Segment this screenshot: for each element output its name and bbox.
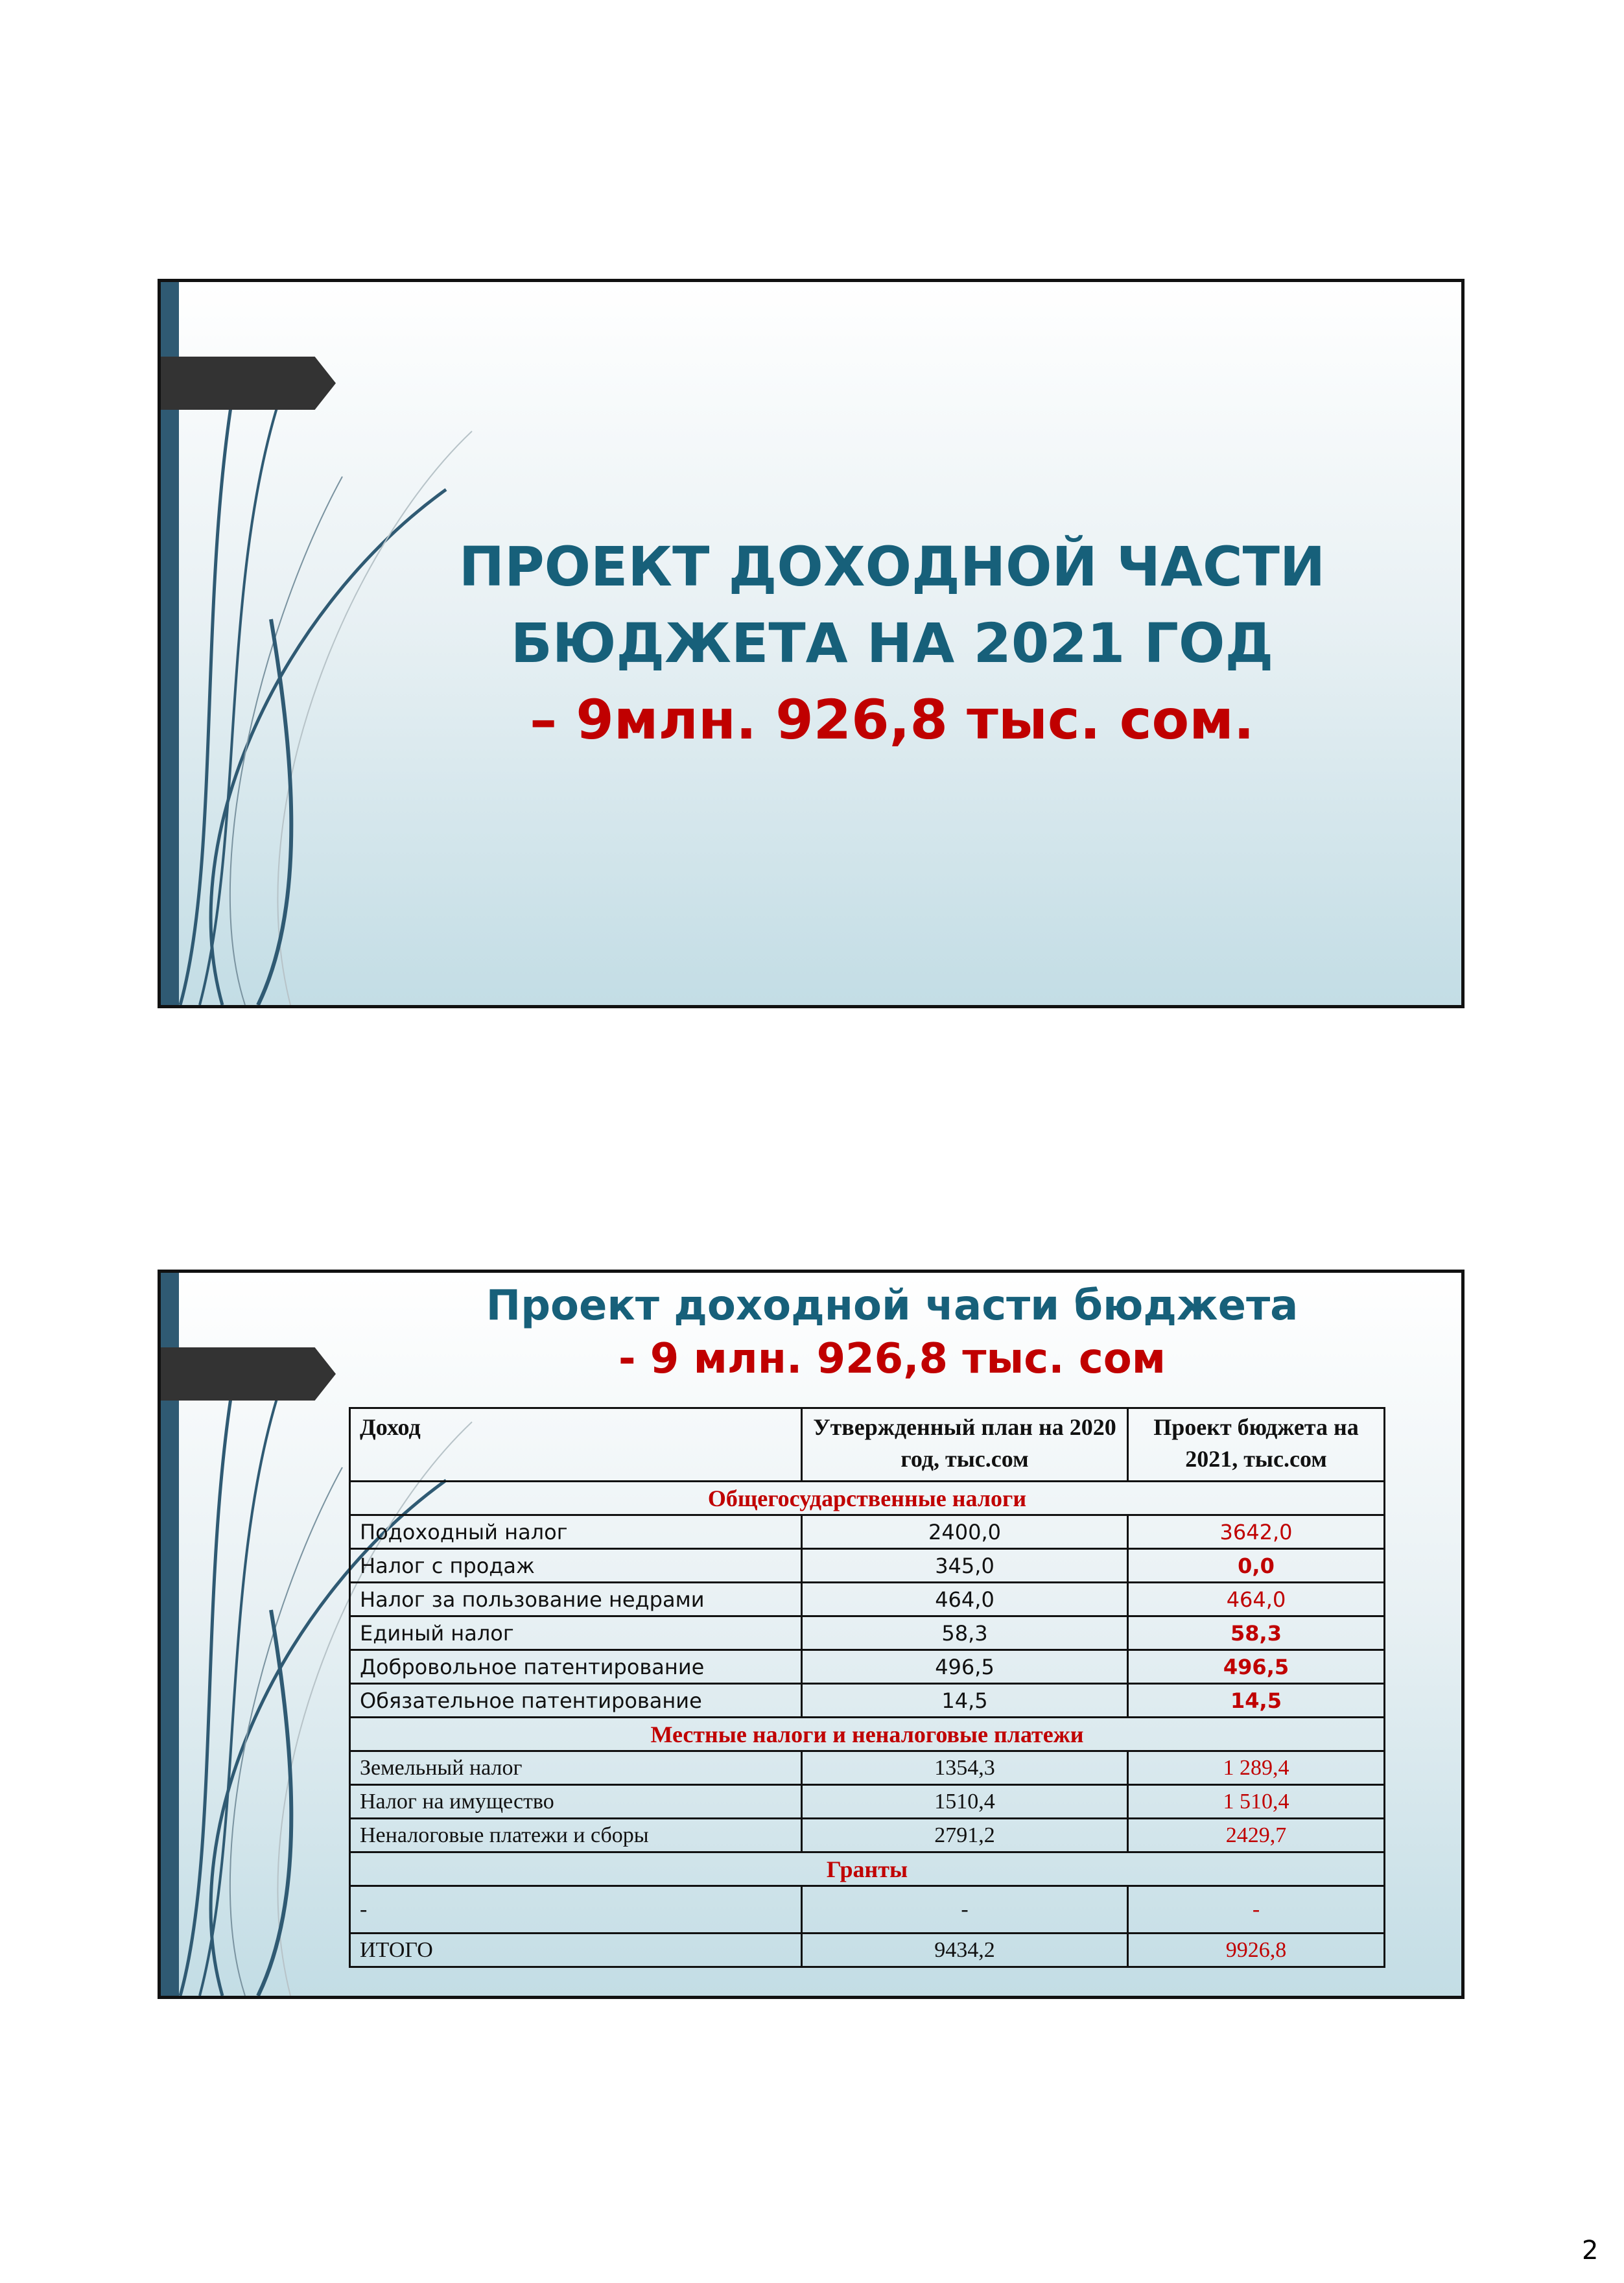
table-row [350, 1583, 1385, 1616]
total-name: ИТОГО [350, 1934, 802, 1967]
row-name: Обязательное патентирование [350, 1684, 802, 1718]
row-project: 1 510,4 [1128, 1785, 1385, 1819]
row-project: 464,0 [1128, 1583, 1385, 1616]
row-name: Налог на имущество [350, 1785, 802, 1819]
section-title: Гранты [350, 1852, 1385, 1886]
header-project-2021: Проект бюджета на 2021, тыс.сом [1128, 1408, 1385, 1482]
table-header-row [350, 1408, 1385, 1482]
row-name: - [350, 1886, 802, 1934]
table-row [350, 1819, 1385, 1852]
section-row [350, 1718, 1385, 1751]
table-row [350, 1751, 1385, 1785]
section-row [350, 1482, 1385, 1515]
table-row [350, 1549, 1385, 1583]
slide-title-text [355, 1279, 1429, 1386]
section-title: Местные налоги и неналоговые платежи [350, 1718, 1385, 1751]
slide-title [158, 279, 1465, 1008]
row-project: - [1128, 1886, 1385, 1934]
row-name: Земельный налог [350, 1751, 802, 1785]
table-row [350, 1616, 1385, 1650]
row-plan: 1354,3 [802, 1751, 1128, 1785]
table-row [350, 1650, 1385, 1684]
table-row [350, 1515, 1385, 1549]
row-plan: 464,0 [802, 1583, 1128, 1616]
row-plan: - [802, 1886, 1128, 1934]
total-plan: 9434,2 [802, 1934, 1128, 1967]
title-line-3: – 9млн. 926,8 тыс. сом. [530, 688, 1254, 751]
row-name: Налог с продаж [350, 1549, 802, 1583]
row-plan: 58,3 [802, 1616, 1128, 1650]
table-row [350, 1684, 1385, 1718]
row-project: 3642,0 [1128, 1515, 1385, 1549]
page-number: 2 [1582, 2236, 1599, 2265]
title-line-2: - 9 млн. 926,8 тыс. сом [618, 1335, 1166, 1383]
table-row [350, 1785, 1385, 1819]
budget-table [349, 1407, 1385, 1968]
row-project: 496,5 [1128, 1650, 1385, 1684]
row-project: 58,3 [1128, 1616, 1385, 1650]
row-name: Неналоговые платежи и сборы [350, 1819, 802, 1852]
row-plan: 2400,0 [802, 1515, 1128, 1549]
total-project: 9926,8 [1128, 1934, 1385, 1967]
section-row [350, 1852, 1385, 1886]
row-plan: 2791,2 [802, 1819, 1128, 1852]
row-project: 2429,7 [1128, 1819, 1385, 1852]
arrow-tab [161, 357, 336, 410]
header-plan-2020: Утвержденный план на 2020 год, тыс.сом [802, 1408, 1128, 1482]
arrow-tab [161, 1347, 336, 1401]
row-project: 0,0 [1128, 1549, 1385, 1583]
row-name: Налог за пользование недрами [350, 1583, 802, 1616]
section-title: Общегосударственные налоги [350, 1482, 1385, 1515]
row-name: Единый налог [350, 1616, 802, 1650]
slide-budget-table [158, 1270, 1465, 1999]
row-project: 14,5 [1128, 1684, 1385, 1718]
row-name: Добровольное патентирование [350, 1650, 802, 1684]
slide-title-text [355, 528, 1429, 758]
row-name: Подоходный налог [350, 1515, 802, 1549]
row-plan: 496,5 [802, 1650, 1128, 1684]
row-project: 1 289,4 [1128, 1751, 1385, 1785]
row-plan: 14,5 [802, 1684, 1128, 1718]
header-income: Доход [350, 1408, 802, 1482]
row-plan: 345,0 [802, 1549, 1128, 1583]
title-line-2: БЮДЖЕТА НА 2021 ГОД [510, 611, 1274, 675]
title-line-1: ПРОЕКТ ДОХОДНОЙ ЧАСТИ [458, 535, 1326, 598]
table-row [350, 1886, 1385, 1934]
title-line-1: Проект доходной части бюджета [486, 1282, 1299, 1330]
row-plan: 1510,4 [802, 1785, 1128, 1819]
total-row [350, 1934, 1385, 1967]
